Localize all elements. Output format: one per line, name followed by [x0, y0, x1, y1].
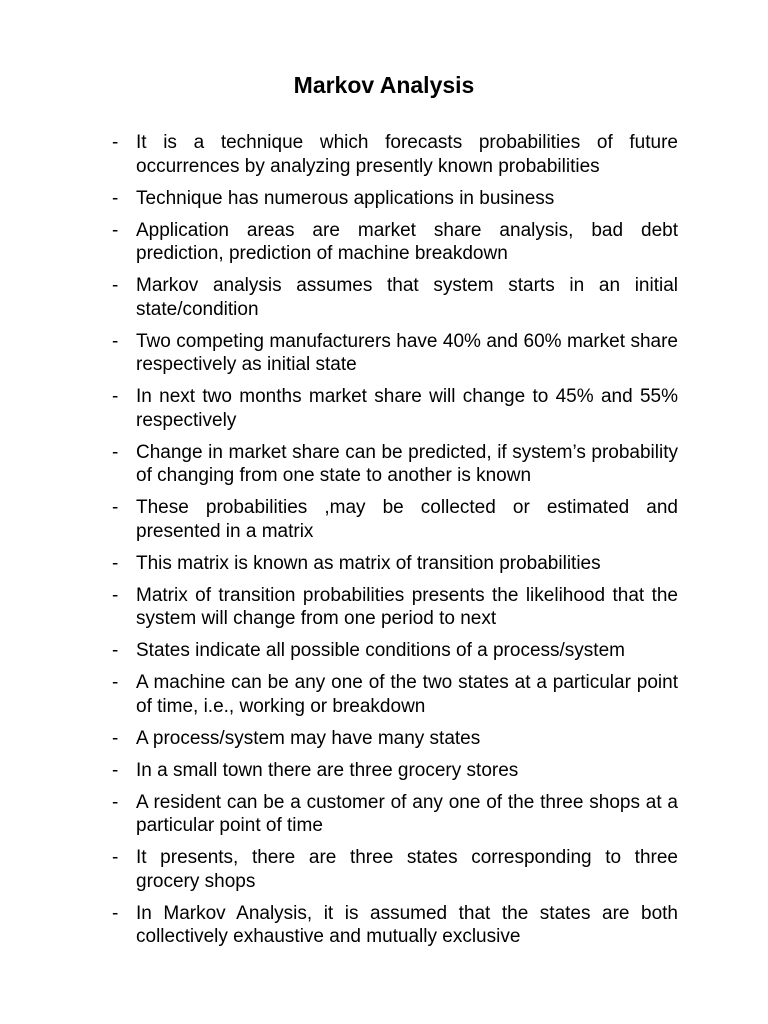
bullet-text: Change in market share can be predicted, if system’s probability of changing from one state to another is known — [136, 441, 678, 486]
list-item — [112, 639, 678, 663]
bullet-marker: - — [112, 727, 119, 749]
list-item — [112, 219, 678, 266]
bullet-marker: - — [112, 386, 119, 407]
list-item — [112, 274, 678, 321]
bullet-marker: - — [112, 584, 119, 606]
list-item — [112, 496, 678, 543]
list-item — [112, 727, 678, 751]
bullet-text: A resident can be a customer of any one of the three shops at a particular point of time — [136, 791, 678, 836]
bullet-marker: - — [112, 759, 119, 781]
bullet-text: It presents, there are three states corresponding to three grocery shops — [136, 847, 678, 892]
page-title: Markov Analysis — [293, 72, 475, 98]
bullet-text: Application areas are market share analysis, bad debt prediction, prediction of machine breakdown — [136, 219, 678, 264]
bullet-marker: - — [112, 330, 119, 352]
bullet-marker: - — [112, 552, 119, 574]
bullet-text: Two competing manufacturers have 40% and 60% market share respectively as initial state — [136, 330, 678, 375]
bullet-text: This matrix is known as matrix of transition probabilities — [136, 552, 601, 574]
bullet-marker: - — [112, 275, 119, 296]
list-item — [112, 584, 678, 631]
list-item — [112, 441, 678, 488]
list-item — [112, 846, 678, 893]
list-item — [112, 671, 678, 718]
bullet-marker: - — [112, 219, 119, 241]
bullet-text: In next two months market share will change to 45% and 55% respectively — [136, 386, 678, 431]
bullet-text: In a small town there are three grocery stores — [136, 759, 519, 781]
list-item — [112, 330, 678, 377]
bullet-text: States indicate all possible conditions of a process/system — [136, 640, 625, 661]
bullet-marker: - — [112, 187, 119, 209]
bullet-marker: - — [112, 497, 119, 518]
list-item — [112, 385, 678, 432]
list-item — [112, 759, 678, 783]
bullet-marker: - — [112, 672, 119, 693]
list-item — [112, 187, 678, 211]
bullet-text: Markov analysis assumes that system starts in an initial state/condition — [136, 275, 678, 320]
list-item — [112, 131, 678, 178]
list-item — [112, 552, 678, 576]
bullet-text: Matrix of transition probabilities presents the likelihood that the system will change from one period to next — [136, 584, 678, 629]
bullet-marker: - — [112, 902, 119, 924]
bullet-list — [112, 131, 678, 957]
bullet-marker: - — [112, 847, 119, 868]
list-item — [112, 791, 678, 838]
bullet-marker: - — [112, 791, 119, 813]
bullet-marker: - — [112, 132, 119, 153]
bullet-marker: - — [112, 640, 119, 661]
bullet-text: Technique has numerous applications in business — [136, 187, 555, 209]
bullet-marker: - — [112, 441, 119, 463]
bullet-text: A process/system may have many states — [136, 727, 481, 749]
list-item — [112, 902, 678, 949]
bullet-text: These probabilities ,may be collected or estimated and presented in a matrix — [136, 497, 678, 542]
bullet-text: In Markov Analysis, it is assumed that the states are both collectively exhaustive and mutually exclusive — [136, 902, 678, 947]
bullet-text: A machine can be any one of the two states at a particular point of time, i.e., working or breakdown — [136, 672, 678, 717]
bullet-text: It is a technique which forecasts probabilities of future occurrences by analyzing presently known probabilities — [136, 132, 678, 177]
